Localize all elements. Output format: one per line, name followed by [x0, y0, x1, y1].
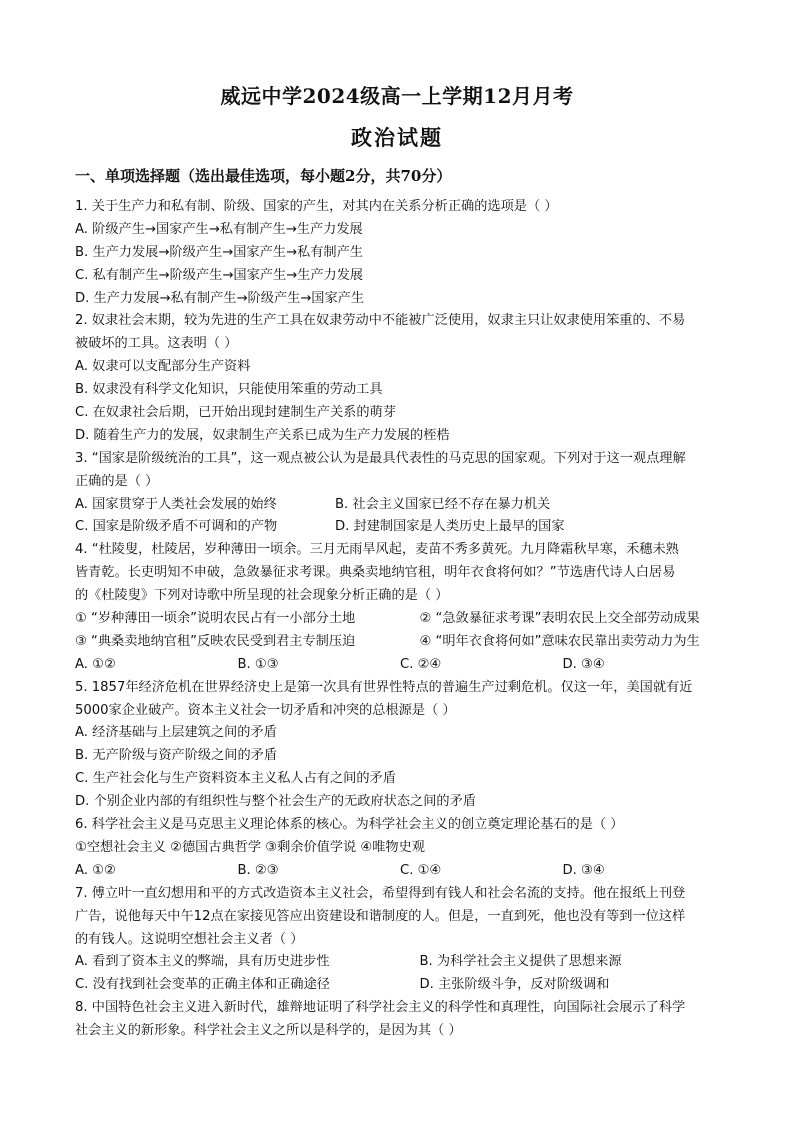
question-4-statement-3: ③ “典桑卖地纳官租”反映农民受到君主专制压迫	[75, 633, 356, 649]
question-4-option-d: D. ③④	[562, 656, 605, 672]
question-4-statement-1: ① “岁种薄田一顷余”说明农民占有一小部分土地	[75, 611, 356, 627]
question-6-option-d: D. ③④	[562, 862, 605, 878]
question-1-option-b: B. 生产力发展→阶级产生→国家产生→私有制产生	[75, 244, 363, 260]
question-3-stem-line-1: 3. “国家是阶级统治的工具”，这一观点被公认为是最具代表性的马克思的国家观。下列对于这一观点理解	[75, 450, 686, 466]
question-4-option-c: C. ②④	[400, 656, 442, 672]
question-5-option-c: C. 生产社会化与生产资料资本主义私人占有之间的矛盾	[75, 771, 396, 787]
question-3-options-row-1	[75, 494, 725, 517]
question-4-stem-line-1: 4. “杜陵叟，杜陵居，岁种薄田一顷余。三月无雨旱风起，麦苗不秀多黄死。九月降霜秋早寒，禾穗未熟	[75, 542, 679, 558]
question-8-stem-line-1: 8. 中国特色社会主义进入新时代，雄辩地证明了科学社会主义的科学性和真理性，向国际社会展示了科学	[75, 1000, 686, 1016]
question-3-option-d: D. 封建制国家是人类历史上最早的国家	[335, 519, 565, 535]
question-3-option-b: B. 社会主义国家已经不存在暴力机关	[335, 496, 551, 512]
question-7-options-row-2	[75, 974, 725, 997]
question-1-stem: 1. 关于生产力和私有制、阶级、国家的产生，对其内在关系分析正确的选项是（ ）	[75, 199, 558, 214]
question-2-stem-line-1: 2. 奴隶社会末期，较为先进的生产工具在奴隶劳动中不能被广泛使用，奴隶主只让奴隶使用笨重的、不易	[75, 313, 686, 329]
question-1-option-c: C. 私有制产生→阶级产生→国家产生→生产力发展	[75, 267, 364, 283]
section-heading: 一、单项选择题（选出最佳选项，每小题2分，共70分）	[75, 167, 452, 185]
question-5-stem-line-1: 5. 1857年经济危机在世界经济史上是第一次具有世界性特点的普遍生产过剩危机。仅这一年，美国就有近	[75, 679, 693, 695]
exam-title: 威远中学2024级高一上学期12月月考	[220, 84, 574, 108]
question-6-option-a: A. ①②	[75, 862, 116, 878]
question-4-stem-line-3: 的《杜陵叟》下列对诗歌中所呈现的社会现象分析正确的是（ ）	[75, 588, 449, 604]
question-6-option-c: C. ①④	[400, 862, 442, 878]
question-6-option-b: B. ②③	[237, 862, 279, 878]
question-7-option-c: C. 没有找到社会变革的正确主体和正确途径	[75, 977, 330, 993]
question-4-statement-4: ④ “明年衣食将何如”意味农民靠出卖劳动力为生	[419, 633, 700, 649]
question-3-option-c: C. 国家是阶级矛盾不可调和的产物	[75, 519, 278, 535]
question-2-option-c: C. 在奴隶社会后期，已开始出现封建制生产关系的萌芽	[75, 405, 396, 421]
question-8-stem-line-2: 社会主义的新形象。科学社会主义之所以是科学的，是因为其（ ）	[75, 1023, 462, 1039]
question-7-stem-line-1: 7. 傅立叶一直幻想用和平的方式改造资本主义社会，希望得到有钱人和社会名流的支持。他在报纸上刊登	[75, 885, 686, 901]
question-4-option-b: B. ①③	[237, 656, 279, 672]
question-5-stem-line-2: 5000家企业破产。资本主义社会一切矛盾和冲突的总根源是（ ）	[75, 702, 456, 718]
question-5-option-a: A. 经济基础与上层建筑之间的矛盾	[75, 725, 277, 741]
question-7-option-d: D. 主张阶级斗争，反对阶级调和	[419, 977, 610, 993]
question-6-statements: ①空想社会主义 ②德国古典哲学 ③剩余价值学说 ④唯物史观	[75, 839, 425, 855]
question-3-options-row-2	[75, 516, 725, 539]
question-4-statement-2: ② “急敛暴征求考课”表明农民上交全部劳动成果	[419, 611, 700, 627]
question-3-option-a: A. 国家贯穿于人类社会发展的始终	[75, 496, 277, 512]
question-2-option-d: D. 随着生产力的发展，奴隶制生产关系已成为生产力发展的桎梏	[75, 427, 450, 443]
question-7-option-b: B. 为科学社会主义提供了思想来源	[419, 954, 622, 970]
question-2-stem-line-2: 被破坏的工具。这表明（ ）	[75, 336, 238, 352]
question-7-option-a: A. 看到了资本主义的弊端，具有历史进步性	[75, 954, 330, 970]
question-6-stem: 6. 科学社会主义是马克思主义理论体系的核心。为科学社会主义的创立奠定理论基石的是（ ）	[75, 817, 624, 833]
question-list	[75, 196, 725, 1043]
question-1-option-d: D. 生产力发展→私有制产生→阶级产生→国家产生	[75, 290, 365, 306]
exam-subject-title: 政治试题	[351, 125, 443, 150]
question-5-option-b: B. 无产阶级与资产阶级之间的矛盾	[75, 748, 278, 764]
question-4-option-a: A. ①②	[75, 656, 116, 672]
question-1-option-a: A. 阶级产生→国家产生→私有制产生→生产力发展	[75, 221, 363, 237]
question-4-options-row	[75, 654, 725, 677]
question-2-option-a: A. 奴隶可以支配部分生产资料	[75, 359, 251, 375]
question-7-stem-line-2: 广告，说他每天中午12点在家接见答应出资建设和谐制度的人。但是，一直到死，他也没有等到一位这样	[75, 908, 686, 924]
question-6-options-row	[75, 860, 725, 883]
question-7-options-row-1	[75, 951, 725, 974]
question-4-stem-line-2: 皆青乾。长吏明知不申破，急敛暴征求考课。典桑卖地纳官租，明年衣食将何如？”节选唐代诗人白居易	[75, 565, 676, 581]
question-4-statements-row-1	[75, 608, 725, 631]
question-5-option-d: D. 个别企业内部的有组织性与整个社会生产的无政府状态之间的矛盾	[75, 794, 476, 810]
question-2-option-b: B. 奴隶没有科学文化知识，只能使用笨重的劳动工具	[75, 382, 383, 398]
question-3-stem-line-2: 正确的是（ ）	[75, 473, 159, 489]
question-7-stem-line-3: 的有钱人。这说明空想社会主义者（ ）	[75, 931, 304, 947]
question-4-statements-row-2	[75, 631, 725, 654]
